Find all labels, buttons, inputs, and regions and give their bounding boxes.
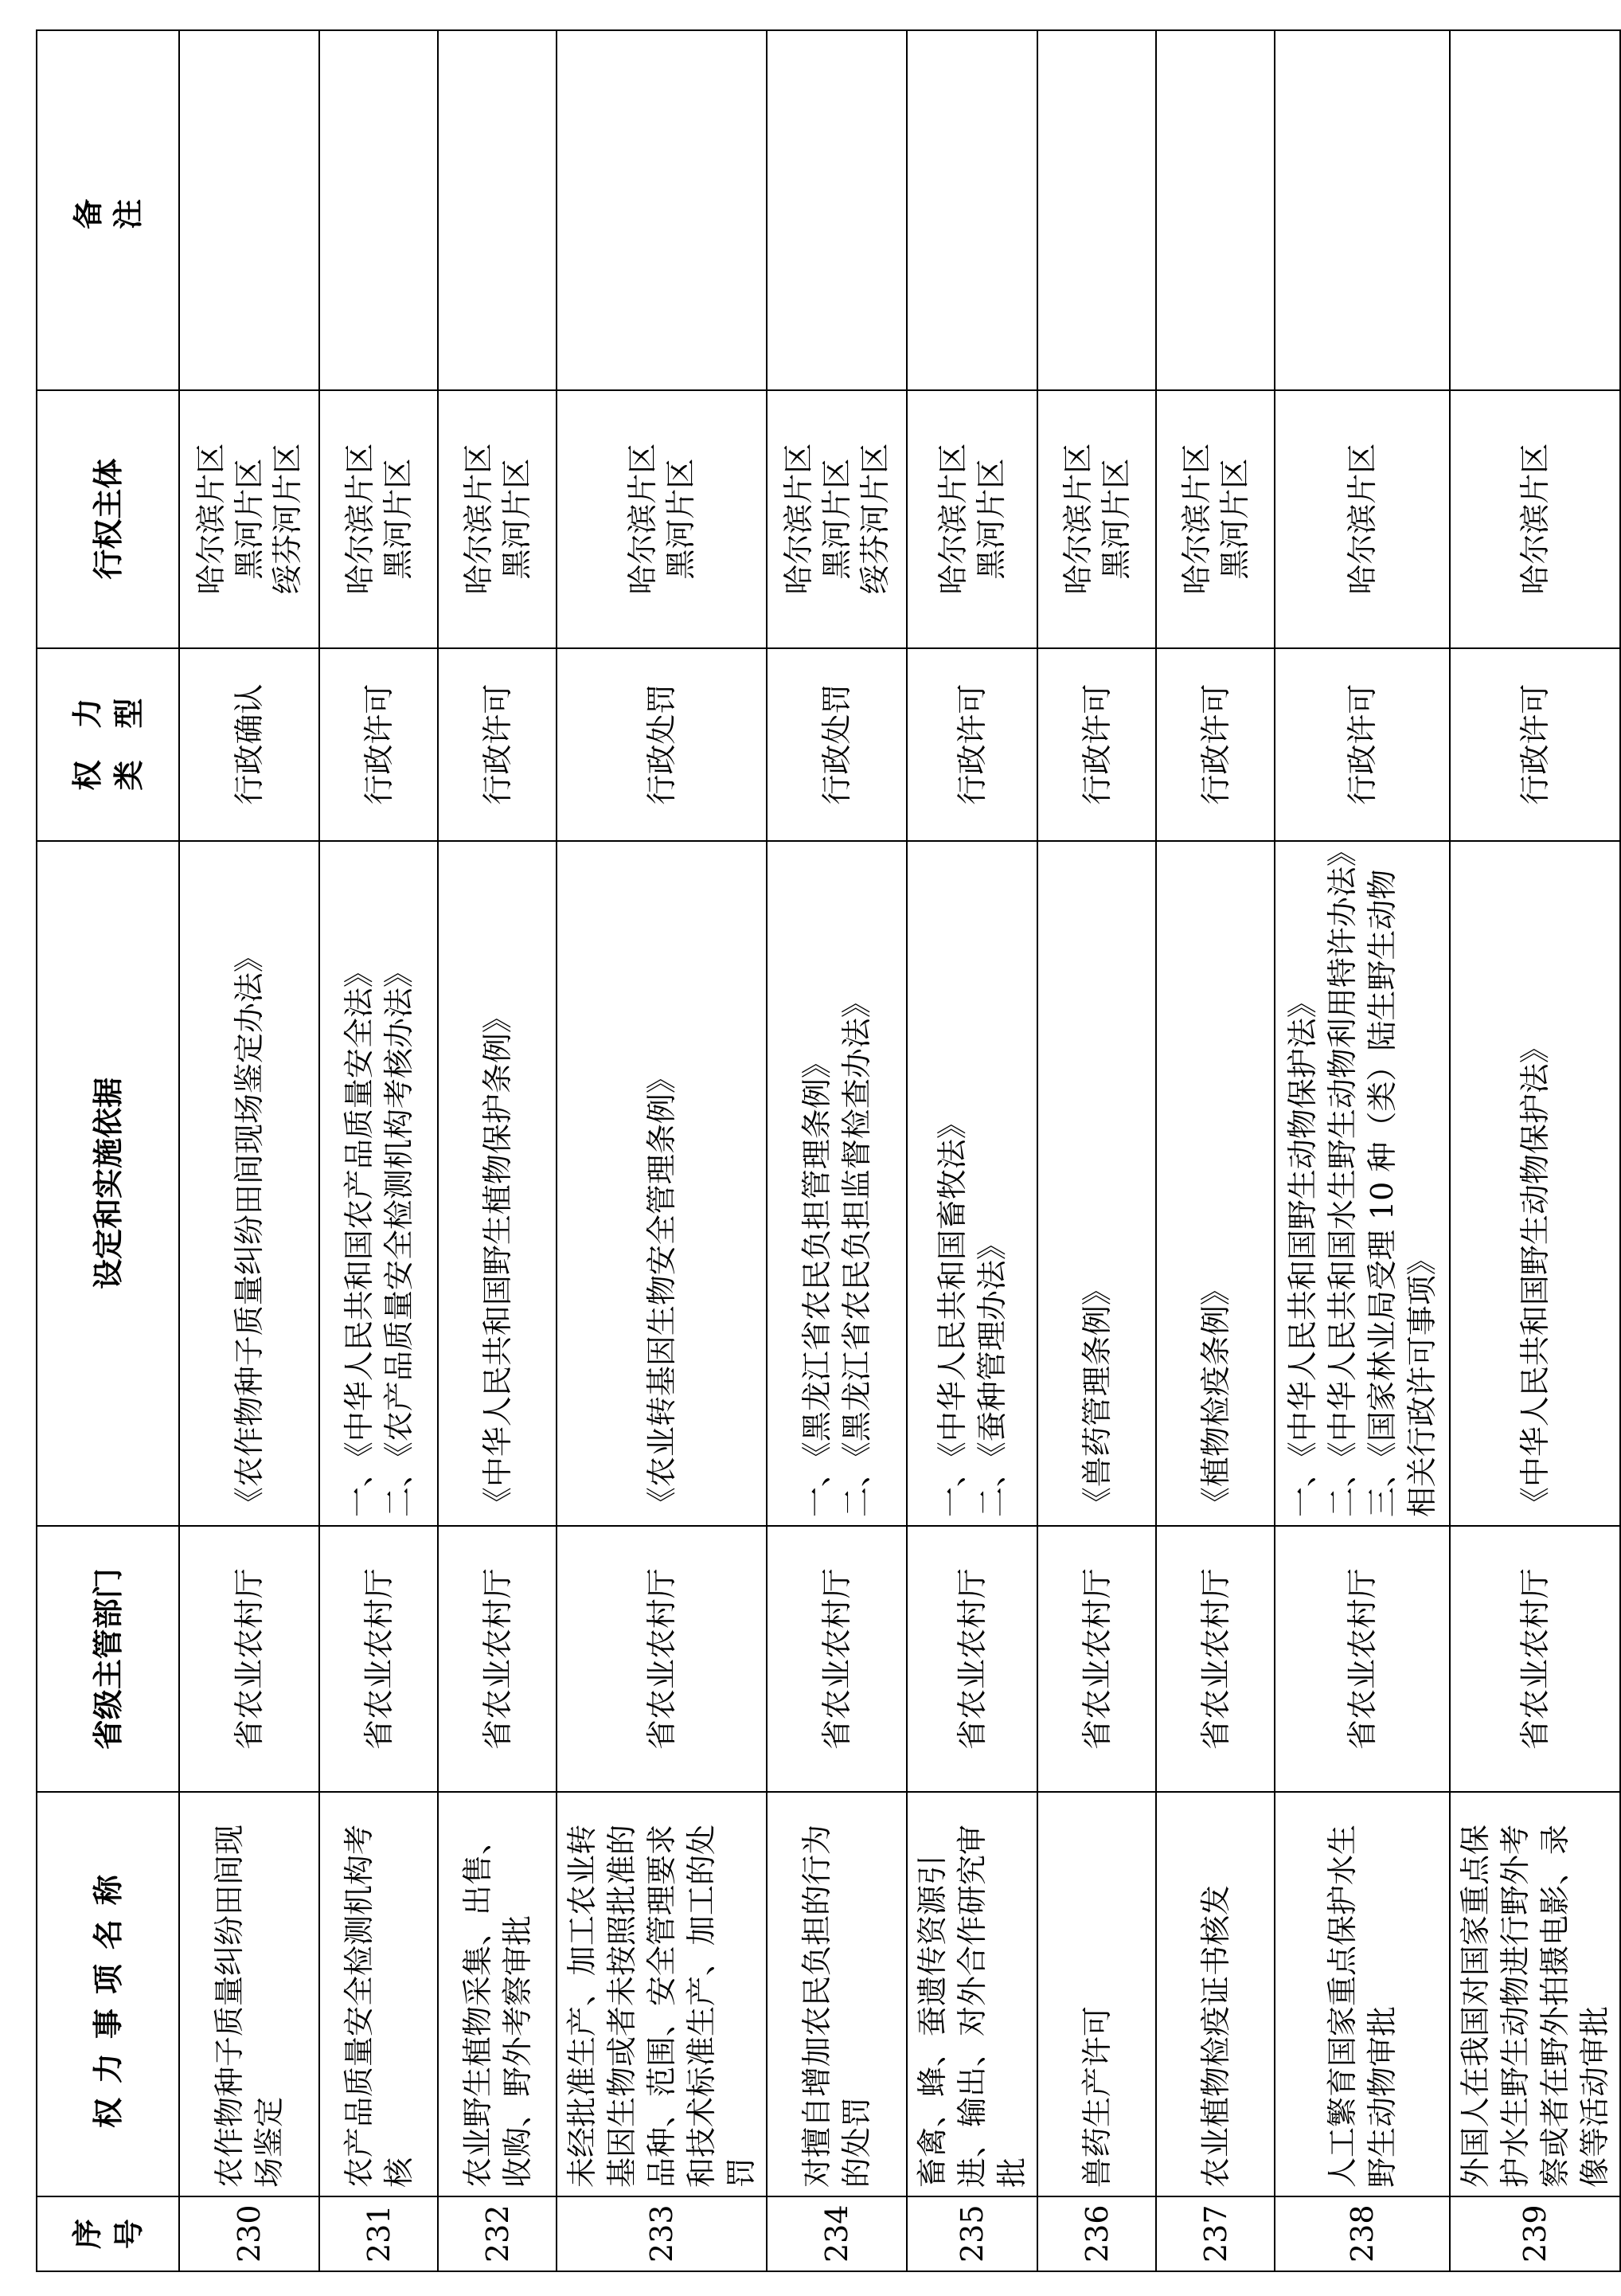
- cell-note: [767, 30, 907, 390]
- cell-basis: [907, 841, 1037, 1526]
- cell-basis: [438, 841, 557, 1526]
- cell-body: [1275, 390, 1450, 648]
- cell-note: [319, 30, 438, 390]
- cell-type: 行政许可: [1037, 648, 1156, 841]
- basis-line: 《中华人民共和国野生植物保护条例》: [479, 1003, 515, 1518]
- cell-name: 畜禽、蜂、蚕遗传资源引进、输出、对外合作研究审批: [907, 1792, 1037, 2196]
- header-type-line-1: 权力: [68, 666, 105, 791]
- basis-line: 《农作物种子质量纠纷田间现场鉴定办法》: [232, 942, 267, 1518]
- header-type-line-2: 类型: [110, 666, 146, 791]
- body-line: 哈尔滨片区: [1178, 443, 1214, 595]
- body-line: 黑河片区: [1217, 458, 1252, 580]
- header-seq-line-1: 序: [68, 2219, 105, 2250]
- cell-name: 农产品质量安全检测机构考核: [319, 1792, 438, 2196]
- cell-body: [1156, 390, 1275, 648]
- cell-body: [767, 390, 907, 648]
- cell-type: 行政处罚: [767, 648, 907, 841]
- cell-type: 行政许可: [438, 648, 557, 841]
- cell-dept: 省农业农村厅: [179, 1526, 319, 1792]
- body-line: 黑河片区: [232, 458, 267, 580]
- body-line: 哈尔滨片区: [460, 443, 496, 595]
- cell-dept: 省农业农村厅: [1450, 1526, 1620, 1792]
- body-line: 哈尔滨片区: [1060, 443, 1096, 595]
- body-line: 哈尔滨片区: [1345, 443, 1380, 595]
- cell-note: [907, 30, 1037, 390]
- header-body: 行权主体: [37, 390, 179, 648]
- cell-dept: 省农业农村厅: [907, 1526, 1037, 1792]
- basis-line: 《中华人民共和国野生动物保护法》: [1517, 1033, 1553, 1518]
- cell-note: [557, 30, 767, 390]
- body-line: 黑河片区: [974, 458, 1009, 580]
- table-row: [1156, 30, 1275, 2271]
- table-row: [907, 30, 1037, 2271]
- basis-line: 二、《中华人民共和国水生野生动物利用特许办法》: [1325, 836, 1360, 1518]
- table-row: [438, 30, 557, 2271]
- cell-dept: 省农业农村厅: [1275, 1526, 1450, 1792]
- cell-type: 行政确认: [179, 648, 319, 841]
- basis-line: 《兽药管理条例》: [1079, 1275, 1115, 1518]
- cell-seq: 230: [179, 2196, 319, 2271]
- basis-line: 三、《国家林业局受理 10 种（类）陆生野生动物相关行政许可事项》: [1365, 869, 1439, 1518]
- basis-line: 《农业转基因生物安全管理条例》: [644, 1063, 679, 1518]
- basis-line: 二、《黑龙江省农民负担监督检查办法》: [839, 988, 874, 1518]
- cell-name: 兽药生产许可: [1037, 1792, 1156, 2196]
- header-basis: 设定和实施依据: [37, 841, 179, 1526]
- body-line: 哈尔滨片区: [625, 443, 660, 595]
- cell-basis: [179, 841, 319, 1526]
- cell-body: [1450, 390, 1620, 648]
- cell-seq: 232: [438, 2196, 557, 2271]
- cell-name: 农作物种子质量纠纷田间现场鉴定: [179, 1792, 319, 2196]
- table-row: [1450, 30, 1620, 2271]
- cell-basis: [319, 841, 438, 1526]
- body-line: 绥芬河片区: [270, 443, 305, 595]
- cell-seq: 238: [1275, 2196, 1450, 2271]
- header-seq: [37, 2196, 179, 2271]
- cell-type: 行政处罚: [557, 648, 767, 841]
- cell-note: [1037, 30, 1156, 390]
- body-line: 黑河片区: [819, 458, 854, 580]
- cell-type: 行政许可: [319, 648, 438, 841]
- table-row: [1037, 30, 1156, 2271]
- cell-body: [438, 390, 557, 648]
- table-header-row: [37, 30, 179, 2271]
- cell-name: 农业植物检疫证书核发: [1156, 1792, 1275, 2196]
- cell-basis: [1450, 841, 1620, 1526]
- body-line: 黑河片区: [1098, 458, 1134, 580]
- basis-line: 一、《黑龙江省农民负担管理条例》: [799, 1048, 834, 1518]
- basis-line: 《植物检疫条例》: [1197, 1275, 1233, 1518]
- table-row: [319, 30, 438, 2271]
- cell-note: [1450, 30, 1620, 390]
- cell-seq: 239: [1450, 2196, 1620, 2271]
- cell-dept: 省农业农村厅: [1037, 1526, 1156, 1792]
- cell-basis: [1275, 836, 1450, 1526]
- header-seq-line-2: 号: [110, 2219, 146, 2250]
- basis-line: 二、《农产品质量安全检测机构考核办法》: [381, 957, 416, 1518]
- cell-seq: 234: [767, 2196, 907, 2271]
- cell-name: 对擅自增加农民负担的行为的处罚: [767, 1792, 907, 2196]
- cell-name: 未经批准生产、加工农业转基因生物或者未按照批准的品种、范围、安全管理要求和技术标准生产、加工的处罚: [557, 1792, 767, 2196]
- table-row: [557, 30, 767, 2271]
- cell-basis: [1156, 841, 1275, 1526]
- header-note: 备注: [37, 30, 179, 390]
- cell-dept: 省农业农村厅: [319, 1526, 438, 1792]
- cell-type: 行政许可: [1275, 648, 1450, 841]
- cell-dept: 省农业农村厅: [557, 1526, 767, 1792]
- cell-body: [907, 390, 1037, 648]
- cell-dept: 省农业农村厅: [1156, 1526, 1275, 1792]
- basis-line: 二、《蚕种管理办法》: [975, 1230, 1010, 1518]
- cell-body: [1037, 390, 1156, 648]
- body-line: 绥芬河片区: [857, 443, 893, 595]
- cell-name: 人工繁育国家重点保护水生野生动物审批: [1275, 1792, 1450, 2196]
- basis-line: 一、《中华人民共和国畜牧法》: [935, 1109, 970, 1518]
- cell-basis: [557, 841, 767, 1526]
- power-items-table: [36, 29, 1621, 2272]
- body-line: 哈尔滨片区: [781, 443, 816, 595]
- cell-note: [179, 30, 319, 390]
- body-line: 黑河片区: [663, 458, 698, 580]
- cell-name: 农业野生植物采集、出售、收购、野外考察审批: [438, 1792, 557, 2196]
- body-line: 哈尔滨片区: [342, 443, 377, 595]
- cell-seq: 237: [1156, 2196, 1275, 2271]
- cell-note: [438, 30, 557, 390]
- header-name: 权力事项名称: [37, 1792, 179, 2196]
- body-line: 哈尔滨片区: [1517, 443, 1553, 595]
- cell-basis: [767, 841, 907, 1526]
- cell-type: 行政许可: [907, 648, 1037, 841]
- cell-seq: 233: [557, 2196, 767, 2271]
- cell-type: 行政许可: [1450, 648, 1620, 841]
- cell-seq: 236: [1037, 2196, 1156, 2271]
- cell-note: [1156, 30, 1275, 390]
- header-type: [37, 648, 179, 841]
- table-row: [1275, 30, 1450, 2271]
- cell-seq: 231: [319, 2196, 438, 2271]
- cell-dept: 省农业农村厅: [438, 1526, 557, 1792]
- cell-seq: 235: [907, 2196, 1037, 2271]
- cell-dept: 省农业农村厅: [767, 1526, 907, 1792]
- body-line: 哈尔滨片区: [935, 443, 971, 595]
- cell-body: [179, 390, 319, 648]
- cell-basis: [1037, 841, 1156, 1526]
- cell-name: 外国人在我国对国家重点保护水生野生动物进行野外考察或者在野外拍摄电影、录像等活动审批: [1450, 1792, 1620, 2196]
- basis-line: 一、《中华人民共和国野生动物保护法》: [1285, 988, 1320, 1518]
- body-line: 黑河片区: [498, 458, 534, 580]
- basis-line: 一、《中华人民共和国农产品质量安全法》: [341, 957, 377, 1518]
- table-body: [179, 30, 1620, 2271]
- body-line: 黑河片区: [380, 458, 416, 580]
- body-line: 哈尔滨片区: [193, 443, 229, 595]
- cell-body: [557, 390, 767, 648]
- cell-body: [319, 390, 438, 648]
- cell-note: [1275, 30, 1450, 390]
- table-row: [179, 30, 319, 2271]
- table-row: [767, 30, 907, 2271]
- header-dept: 省级主管部门: [37, 1526, 179, 1792]
- cell-type: 行政许可: [1156, 648, 1275, 841]
